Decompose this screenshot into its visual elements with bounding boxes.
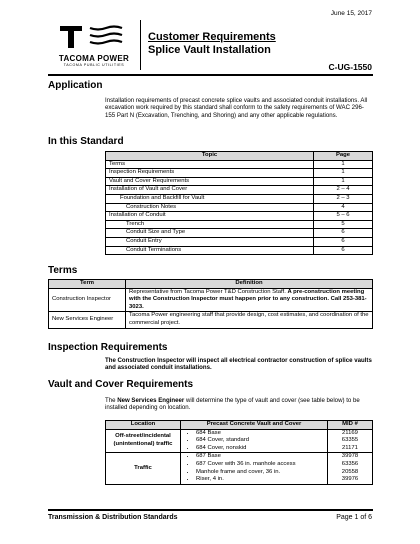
toc-row [106, 169, 373, 178]
document-date: June 15, 2017 [330, 10, 372, 17]
inspection-heading: Inspection Requirements [48, 342, 168, 353]
toc-page: 1 [314, 177, 373, 186]
toc-topic: Vault and Cover Requirements [106, 177, 314, 186]
toc-page: 2 – 3 [314, 194, 373, 203]
toc-row [106, 194, 373, 203]
definition-emphasis: A pre-construction meeting with the Construction Inspector must happen prior to any construction. Call 253-381-3023. [129, 288, 367, 310]
toc-page: 5 – 6 [314, 212, 373, 221]
toc-col-topic: Topic [106, 152, 314, 161]
toc-row [106, 212, 373, 221]
mid-number: 63355 [341, 437, 359, 444]
vault-location: Off-street/incidental (unintentional) traffic [106, 429, 181, 453]
vault-text-emphasis: New Services Engineer [117, 397, 185, 404]
term-definition [126, 288, 373, 312]
toc-topic: Terms [106, 160, 314, 169]
vault-items [181, 453, 328, 484]
vault-col-location: Location [106, 421, 181, 430]
toc-row [106, 246, 373, 255]
vault-mids [328, 429, 373, 453]
toc-row [106, 220, 373, 229]
document-id: C-UG-1550 [328, 62, 372, 72]
toc-row [106, 237, 373, 246]
vault-location: Traffic [106, 453, 181, 484]
toc-page: 5 [314, 220, 373, 229]
application-heading: Application [48, 80, 103, 91]
mid-number: 63356 [341, 460, 359, 467]
terms-heading: Terms [48, 265, 78, 276]
term-name: New Services Engineer [49, 312, 126, 328]
mid-number: 21171 [342, 444, 358, 451]
mid-number: 39976 [341, 476, 359, 483]
company-name: TACOMA POWER [58, 54, 130, 63]
term-definition [126, 312, 373, 328]
term-name: Construction Inspector [49, 288, 126, 312]
toc-page: 2 – 4 [314, 186, 373, 195]
list-item: • 687 Cover with 36 in. manhole access [196, 461, 324, 469]
terms-table [48, 279, 373, 329]
toc-row [106, 229, 373, 238]
list-item: • 684 Base [196, 430, 324, 438]
vault-row [106, 453, 373, 484]
vault-text-pre: The [105, 397, 118, 404]
definition-text: Tacoma Power engineering staff that provide design, cost estimates, and coordination of the commercial project. [129, 312, 369, 326]
toc-topic: Construction Notes [106, 203, 314, 212]
terms-row [49, 312, 373, 328]
document-title: Customer Requirements [148, 31, 276, 43]
toc-page: 6 [314, 237, 373, 246]
mid-number: 20558 [341, 468, 359, 475]
application-text: Installation requirements of precast concrete splice vaults and associated conduit installations. All excavation work required by this standard shall conform to the safety requirements of WAC 296-155 Part N (Excavation, Trenching, and Shoring) and any other applicable regulations. [105, 97, 368, 119]
vault-col-mid: MID # [328, 421, 373, 430]
toc-topic: Conduit Size and Type [106, 229, 314, 238]
toc-row [106, 203, 373, 212]
toc-page: 6 [314, 246, 373, 255]
footer-rule [48, 509, 373, 511]
toc-page: 1 [314, 169, 373, 178]
vault-col-vault: Precast Concrete Vault and Cover [181, 421, 328, 430]
terms-col-term: Term [49, 280, 126, 289]
vault-items [181, 429, 328, 453]
vault-table [105, 420, 373, 485]
terms-col-definition: Definition [126, 280, 373, 289]
vault-text-post: will determine the type of vault and cover (see table below) to be installed depending on location. [105, 397, 360, 412]
list-item: • Riser, 4 in. [196, 476, 324, 484]
document-subtitle: Splice Vault Installation [148, 44, 271, 56]
toc-topic: Inspection Requirements [106, 169, 314, 178]
toc-page: 6 [314, 229, 373, 238]
toc-page: 4 [314, 203, 373, 212]
toc-topic: Conduit Entry [106, 237, 314, 246]
toc-col-page: Page [314, 152, 373, 161]
toc-row [106, 160, 373, 169]
toc-topic: Installation of Conduit [106, 212, 314, 221]
list-item: • 684 Cover, nonskid [196, 445, 324, 453]
terms-row [49, 288, 373, 312]
company-tagline: TACOMA PUBLIC UTILITIES [63, 63, 125, 67]
toc-heading: In this Standard [48, 136, 124, 147]
toc-row [106, 186, 373, 195]
vault-heading: Vault and Cover Requirements [48, 379, 194, 390]
toc-topic: Conduit Terminations [106, 246, 314, 255]
definition-text: Representative from Tacoma Power T&D Construction Staff. [129, 288, 286, 295]
list-item: • Manhole frame and cover, 36 in. [196, 469, 324, 477]
vault-mids [328, 453, 373, 484]
toc-topic: Trench [106, 220, 314, 229]
toc-page: 1 [314, 160, 373, 169]
mid-number: 21169 [342, 429, 358, 436]
toc-table [105, 151, 373, 255]
list-item: • 687 Base [196, 453, 324, 461]
toc-topic: Foundation and Backfill for Vault [106, 194, 314, 203]
header-rule [48, 74, 373, 76]
inspection-text: The Construction Inspector will inspect all electrical contractor construction of splice vaults and associated conduit installations. [105, 357, 372, 372]
toc-row [106, 177, 373, 186]
list-item: • 684 Cover, standard [196, 437, 324, 445]
header-divider [140, 20, 141, 70]
mid-number: 39978 [341, 453, 359, 460]
vault-row [106, 429, 373, 453]
vault-text [105, 397, 373, 412]
toc-topic: Installation of Vault and Cover [106, 186, 314, 195]
footer-standards-name: Transmission & Distribution Standards [48, 514, 178, 521]
page-number: Page 1 of 6 [336, 514, 372, 521]
